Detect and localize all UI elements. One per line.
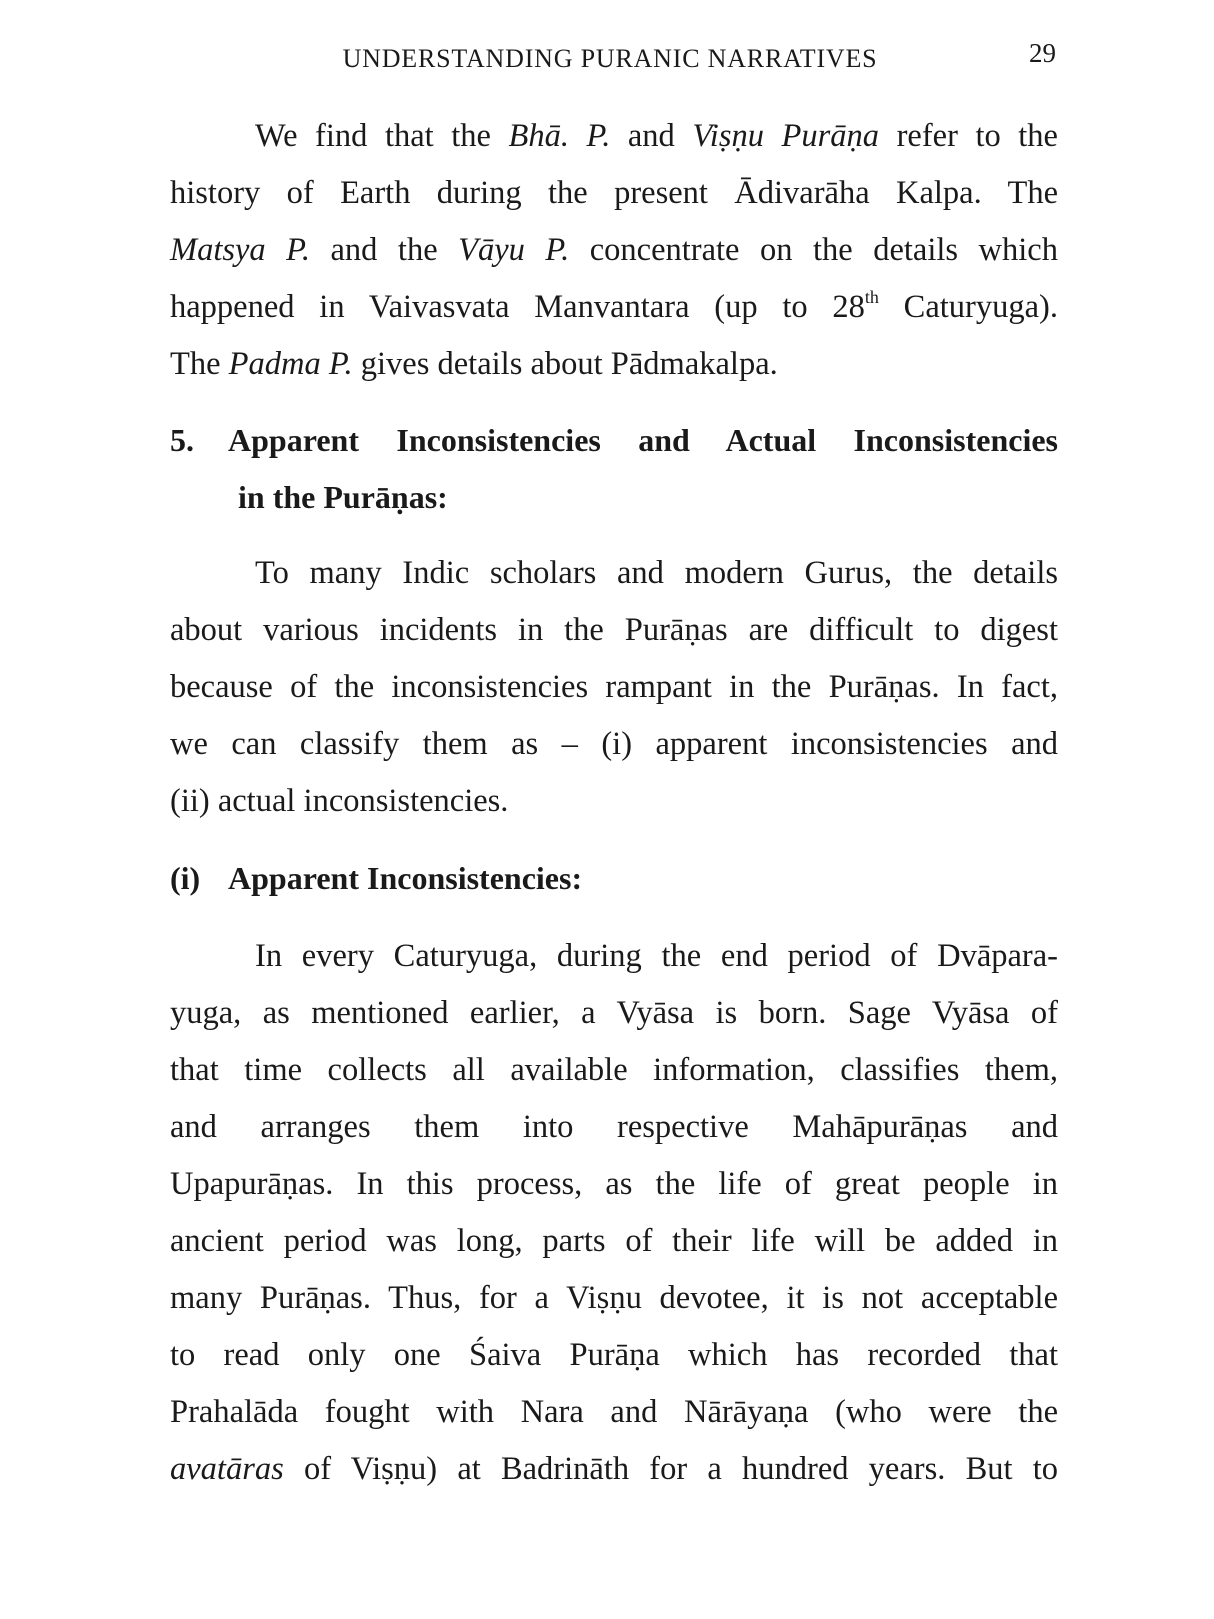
text-line: In every Caturyuga, during the end period of Dvāpara- — [255, 938, 1058, 974]
text-line: many Purāṇas. Thus, for a Viṣṇu devotee, it is not acceptable — [170, 1280, 1058, 1316]
heading-line: (i) Apparent Inconsistencies: — [170, 860, 583, 896]
subsection-heading-i — [170, 850, 1058, 907]
text-line: Matsya P. and the Vāyu P. concentrate on the details which — [170, 232, 1058, 268]
text-line: history of Earth during the present Ādivarāha Kalpa. The — [170, 175, 1058, 211]
text-line: Upapurāṇas. In this process, as the life of great people in — [170, 1166, 1058, 1202]
text-line: ancient period was long, parts of their life will be added in — [170, 1223, 1058, 1259]
heading-line: in the Purāṇas: — [238, 479, 448, 515]
text-line: yuga, as mentioned earlier, a Vyāsa is born. Sage Vyāsa of — [170, 995, 1058, 1031]
paragraph-inconsistencies — [170, 545, 1058, 830]
text-line: (ii) actual inconsistencies. — [170, 783, 509, 819]
text-line: to read only one Śaiva Purāṇa which has recorded that — [170, 1337, 1058, 1373]
text-line: happened in Vaivasvata Manvantara (up to 28th Caturyuga). — [170, 287, 1058, 325]
text-line: To many Indic scholars and modern Gurus, the details — [255, 555, 1058, 591]
text-line: about various incidents in the Purāṇas are difficult to digest — [170, 612, 1058, 648]
text-line: we can classify them as – (i) apparent inconsistencies and — [170, 726, 1058, 762]
paragraph-apparent-inconsistencies — [170, 928, 1058, 1498]
text-line: avatāras of Viṣṇu) at Badrināth for a hundred years. But to — [170, 1451, 1058, 1487]
heading-line: 5. Apparent Inconsistencies and Actual Inconsistencies — [170, 422, 1058, 458]
text-line: and arranges them into respective Mahāpurāṇas and — [170, 1109, 1058, 1145]
text-line: We find that the Bhā. P. and Viṣṇu Purāṇa refer to the — [255, 118, 1058, 154]
section-heading-5 — [170, 412, 1058, 526]
text-line: Prahalāda fought with Nara and Nārāyaṇa (who were the — [170, 1394, 1058, 1430]
paragraph-puranas-history — [170, 108, 1058, 393]
running-head: UNDERSTANDING PURANIC NARRATIVES — [342, 44, 878, 73]
text-line: The Padma P. gives details about Pādmakalpa. — [170, 346, 778, 382]
text-line: because of the inconsistencies rampant in the Purāṇas. In fact, — [170, 669, 1058, 705]
page-number: 29 — [1029, 38, 1056, 68]
text-line: that time collects all available information, classifies them, — [170, 1052, 1058, 1088]
